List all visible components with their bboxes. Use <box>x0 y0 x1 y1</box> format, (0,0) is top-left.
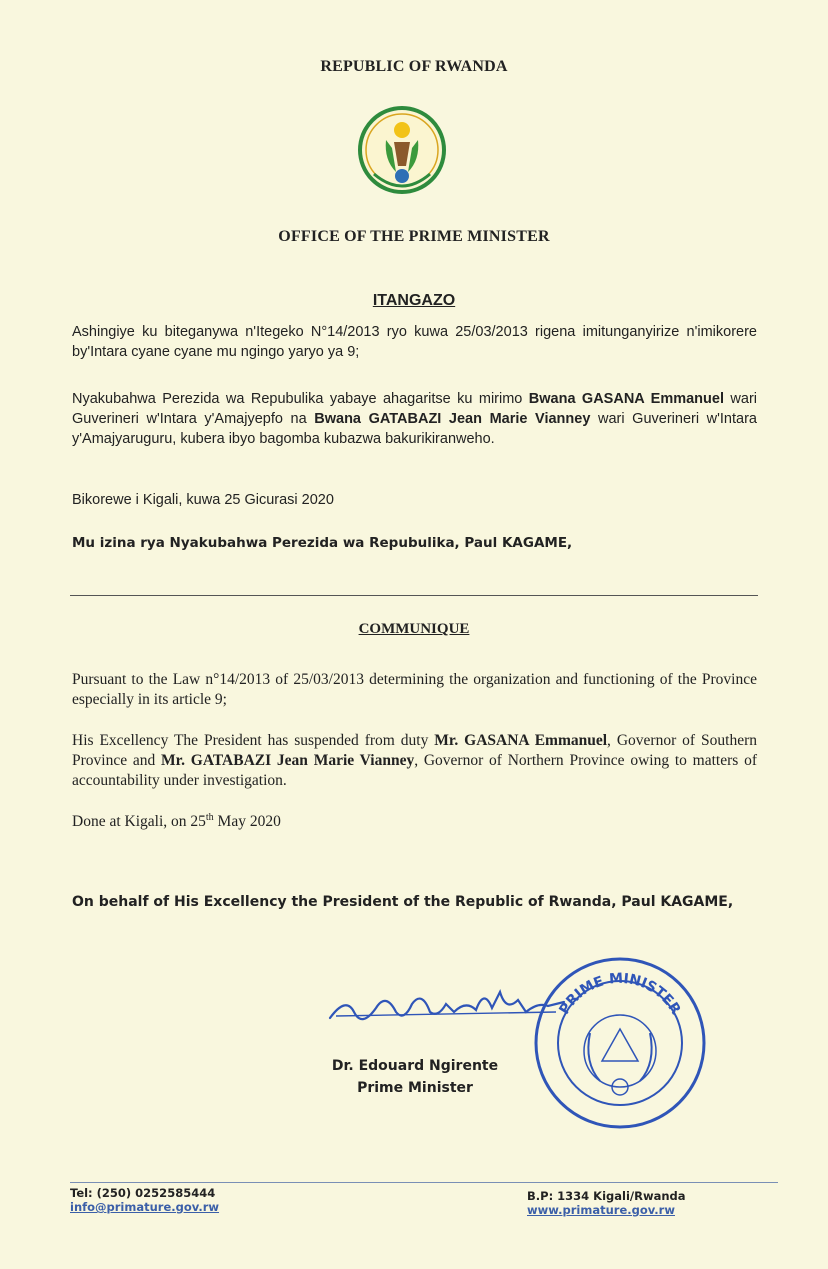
date-text: Done at Kigali, on 25 <box>72 813 206 831</box>
signatory-title: Prime Minister <box>357 1080 473 1096</box>
english-paragraph-1: Pursuant to the Law n°14/2013 of 25/03/2013 determining the organization and functioning of the Province especially in its article 9; <box>72 671 757 708</box>
kinyarwanda-paragraph-2 <box>72 389 757 449</box>
kinyarwanda-text: Nyakubahwa Perezida wa Repubulika yabaye ahagaritse ku mirimo <box>72 391 529 407</box>
english-text: His Excellency The President has suspended from duty <box>72 732 435 749</box>
official-stamp <box>530 953 710 1133</box>
footer-divider <box>70 1182 778 1183</box>
rwanda-coat-of-arms-icon <box>356 100 448 200</box>
stamp-text: PRIME MINISTER <box>556 970 684 1018</box>
kinyarwanda-behalf-line: Mu izina rya Nyakubahwa Perezida wa Repubulika, Paul KAGAME, <box>72 535 573 551</box>
footer-email-link[interactable]: info@primature.gov.rw <box>70 1200 220 1214</box>
governor-name-south-en: Mr. GASANA Emmanuel <box>434 732 608 749</box>
date-ordinal: th <box>205 812 214 823</box>
kinyarwanda-text: wari Guverineri w'Intara y'Amajyaruguru, kubera ibyo bagomba kubazwa bakurikiranweho. <box>72 411 757 447</box>
date-text: May 2020 <box>213 813 281 831</box>
footer-po-box: B.P: 1334 Kigali/Rwanda <box>527 1189 686 1203</box>
kinyarwanda-title: ITANGAZO <box>372 292 456 309</box>
english-text: , Governor of Southern Province and <box>72 732 757 769</box>
governor-name-north-en: Mr. GATABAZI Jean Marie Vianney <box>161 752 415 769</box>
english-date-line <box>72 808 757 832</box>
section-divider <box>70 595 758 596</box>
english-text: , Governor of Northern Province owing to matters of accountability under investigation. <box>72 752 757 789</box>
svg-text:PRIME MINISTER <box>556 971 683 1018</box>
office-heading: OFFICE OF THE PRIME MINISTER <box>278 228 550 245</box>
english-behalf-line: On behalf of His Excellency the President of the Republic of Rwanda, Paul KAGAME, <box>72 894 734 910</box>
kinyarwanda-date-line: Bikorewe i Kigali, kuwa 25 Gicurasi 2020 <box>72 492 334 508</box>
kinyarwanda-paragraph-1: Ashingiye ku biteganywa n'Itegeko N°14/2013 ryo kuwa 25/03/2013 rigena imitunganyirize n'imikorere by'Intara cyane cyane mu ngingo yaryo ya 9; <box>72 324 757 360</box>
kinyarwanda-text: wari Guverineri w'Intara y'Amajyepfo na <box>72 391 757 427</box>
country-heading: REPUBLIC OF RWANDA <box>320 58 508 75</box>
english-title: COMMUNIQUE <box>358 621 470 637</box>
footer-phone: Tel: (250) 0252585444 <box>70 1186 216 1200</box>
footer-website-link[interactable]: www.primature.gov.rw <box>527 1203 675 1217</box>
english-paragraph-2 <box>72 731 757 791</box>
signatory-name: Dr. Edouard Ngirente <box>331 1058 499 1074</box>
governor-name-south: Bwana GASANA Emmanuel <box>528 391 724 407</box>
governor-name-north: Bwana GATABAZI Jean Marie Vianney <box>314 411 591 427</box>
